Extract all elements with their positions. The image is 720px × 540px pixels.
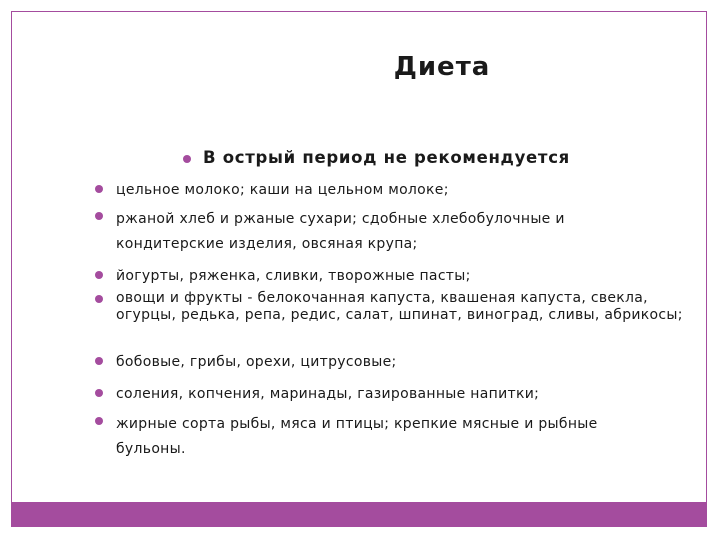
list-item xyxy=(95,384,705,404)
subheading-text: В острый период не рекомендуется xyxy=(203,148,570,167)
list-item xyxy=(95,266,705,286)
list-item-text: жирные сорта рыбы, мяса и птицы; крепкие мясные и рыбные бульоны. xyxy=(116,416,598,457)
list-item xyxy=(95,180,705,200)
list-item xyxy=(95,352,705,372)
list-item-text: цельное молоко; каши на цельном молоке; xyxy=(116,182,449,198)
bottom-accent-bar xyxy=(12,502,707,526)
slide-title: Диета xyxy=(393,52,491,82)
list-item-text: йогурты, ряженка, сливки, творожные пасты; xyxy=(116,268,471,284)
bullet-icon xyxy=(95,212,103,220)
bullet-icon xyxy=(95,417,103,425)
list-item-text: бобовые, грибы, орехи, цитрусовые; xyxy=(116,354,397,370)
list-item-text: соления, копчения, маринады, газированные напитки; xyxy=(116,386,540,402)
list-item-text: ржаной хлеб и ржаные сухари; сдобные хлебобулочные и кондитерские изделия, овсяная крупа; xyxy=(116,211,565,252)
bullet-icon xyxy=(183,155,191,163)
subheading xyxy=(183,148,570,167)
list-item-text: овощи и фрукты - белокочанная капуста, квашеная капуста, свекла, огурцы, редька, репа, редис, салат, шпинат, виноград, сливы, абрикосы; xyxy=(116,290,683,323)
bullet-icon xyxy=(95,389,103,397)
list-item xyxy=(95,290,707,324)
bullet-icon xyxy=(95,271,103,279)
list-item xyxy=(95,412,655,462)
list-item xyxy=(95,207,655,257)
bullet-icon xyxy=(95,357,103,365)
bullet-icon xyxy=(95,295,103,303)
bullet-icon xyxy=(95,185,103,193)
